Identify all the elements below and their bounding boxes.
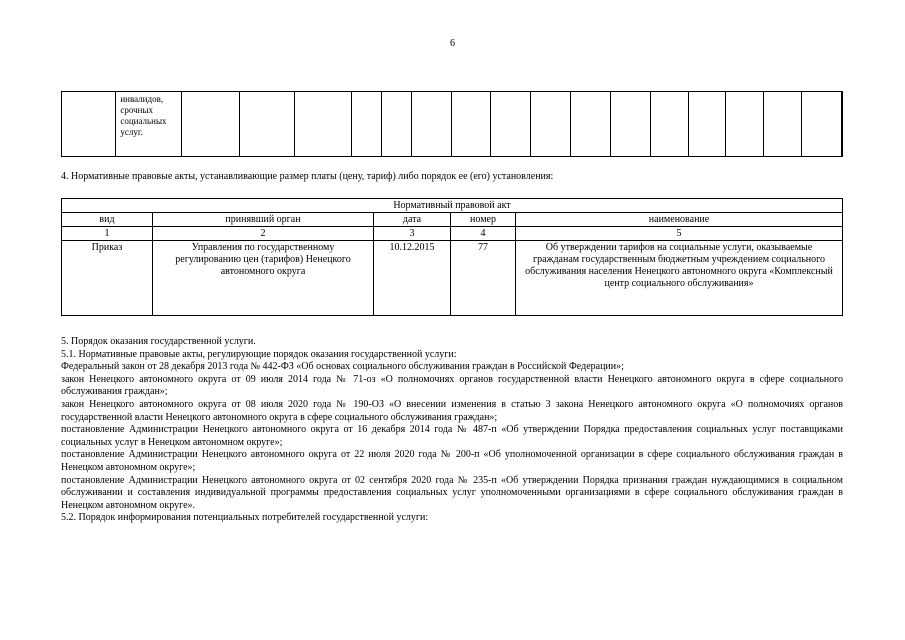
act-number: 77 — [451, 241, 516, 316]
header-name: наименование — [516, 213, 843, 227]
act-authority-text: Управления по государственному регулированию цен (тарифов) Ненецкого автономного округа — [175, 242, 351, 277]
paragraph: 5.1. Нормативные правовые акты, регулирующие порядок оказания государственной услуги: — [61, 348, 457, 360]
column-number: 3 — [374, 227, 451, 241]
table-cell — [571, 92, 611, 157]
table-cell — [411, 92, 451, 157]
act-type: Приказ — [62, 241, 153, 316]
column-number: 2 — [153, 227, 374, 241]
header-authority: принявший орган — [153, 213, 374, 227]
act-name — [516, 241, 843, 316]
paragraph: закон Ненецкого автономного округа от 09 июля 2014 года № 71-оз «О полномочиях органов государственной власти Ненецкого автономного округа в сфере социального обслуживания граждан»; — [61, 373, 843, 398]
table-cell — [688, 92, 726, 157]
column-number: 4 — [451, 227, 516, 241]
paragraph: 5.2. Порядок информирования потенциальных потребителей государственной услуги: — [61, 512, 429, 524]
table-cell — [802, 92, 842, 157]
paragraph: закон Ненецкого автономного округа от 08 июля 2020 года № 190-ОЗ «О внесении изменения в статью 3 закона Ненецкого автономного округа «О полномочиях органов государственной власти Ненецкого автономного округа в сфере социального обслуживания граждан»; — [61, 398, 843, 423]
service-description-cell: инвалидов, срочных социальных услуг. — [116, 92, 182, 157]
column-number: 1 — [62, 227, 153, 241]
paragraph: 5. Порядок оказания государственной услуги. — [61, 336, 256, 347]
act-date: 10.12.2015 — [374, 241, 451, 316]
paragraph: постановление Администрации Ненецкого автономного округа от 22 июля 2020 года № 200-п «Об уполномоченной организации в сфере социального обслуживания граждан в Ненецком автономном округе»; — [61, 449, 843, 473]
section-5-text — [61, 336, 843, 525]
table-cell — [451, 92, 491, 157]
page-number: 6 — [450, 38, 455, 49]
header-date: дата — [374, 213, 451, 227]
act-name-text: Об утверждении тарифов на социальные услуги, оказываемые гражданам государственным бюджетным учреждением социального обслуживания населения Ненецкого автономного округа «Комплексный центр социального обслуживания» — [525, 242, 833, 289]
paragraph: Федеральный закон от 28 декабря 2013 года № 442-ФЗ «Об основах социального обслуживания граждан в Российской Федерации»; — [61, 361, 624, 373]
table-cell — [240, 92, 295, 157]
table-cell — [650, 92, 688, 157]
normative-act-table — [61, 198, 843, 316]
header-type: вид — [62, 213, 153, 227]
table-cell — [491, 92, 531, 157]
act-table-title: Нормативный правовой акт — [62, 199, 843, 213]
section-4-heading: 4. Нормативные правовые акты, устанавливающие размер платы (цену, тариф) либо порядок ее (его) установления: — [61, 171, 554, 182]
table-cell — [610, 92, 650, 157]
column-number: 5 — [516, 227, 843, 241]
table-cell — [842, 92, 843, 157]
table-cell — [531, 92, 571, 157]
table-cell — [295, 92, 351, 157]
table-cell — [351, 92, 381, 157]
table-cell — [181, 92, 239, 157]
paragraph: постановление Администрации Ненецкого автономного округа от 02 сентября 2020 года № 235-п «Об утверждении Порядка признания граждан нуждающимися в социальном обслуживании и составления индивидуальной программы предоставления социальных услуг уполномоченными организациями в сфере социального обслуживания граждан в Ненецком автономном округе». — [61, 474, 843, 511]
services-table-continuation — [61, 91, 843, 157]
table-cell — [62, 92, 116, 157]
paragraph: постановление Администрации Ненецкого автономного округа от 16 декабря 2014 года № 487-п «Об утверждении Порядка предоставления социальных услуг поставщиками социальных услуг в Ненецком автономном округе»; — [61, 424, 843, 448]
table-cell — [764, 92, 802, 157]
table-cell — [381, 92, 411, 157]
header-number: номер — [451, 213, 516, 227]
act-authority — [153, 241, 374, 316]
table-cell — [726, 92, 764, 157]
